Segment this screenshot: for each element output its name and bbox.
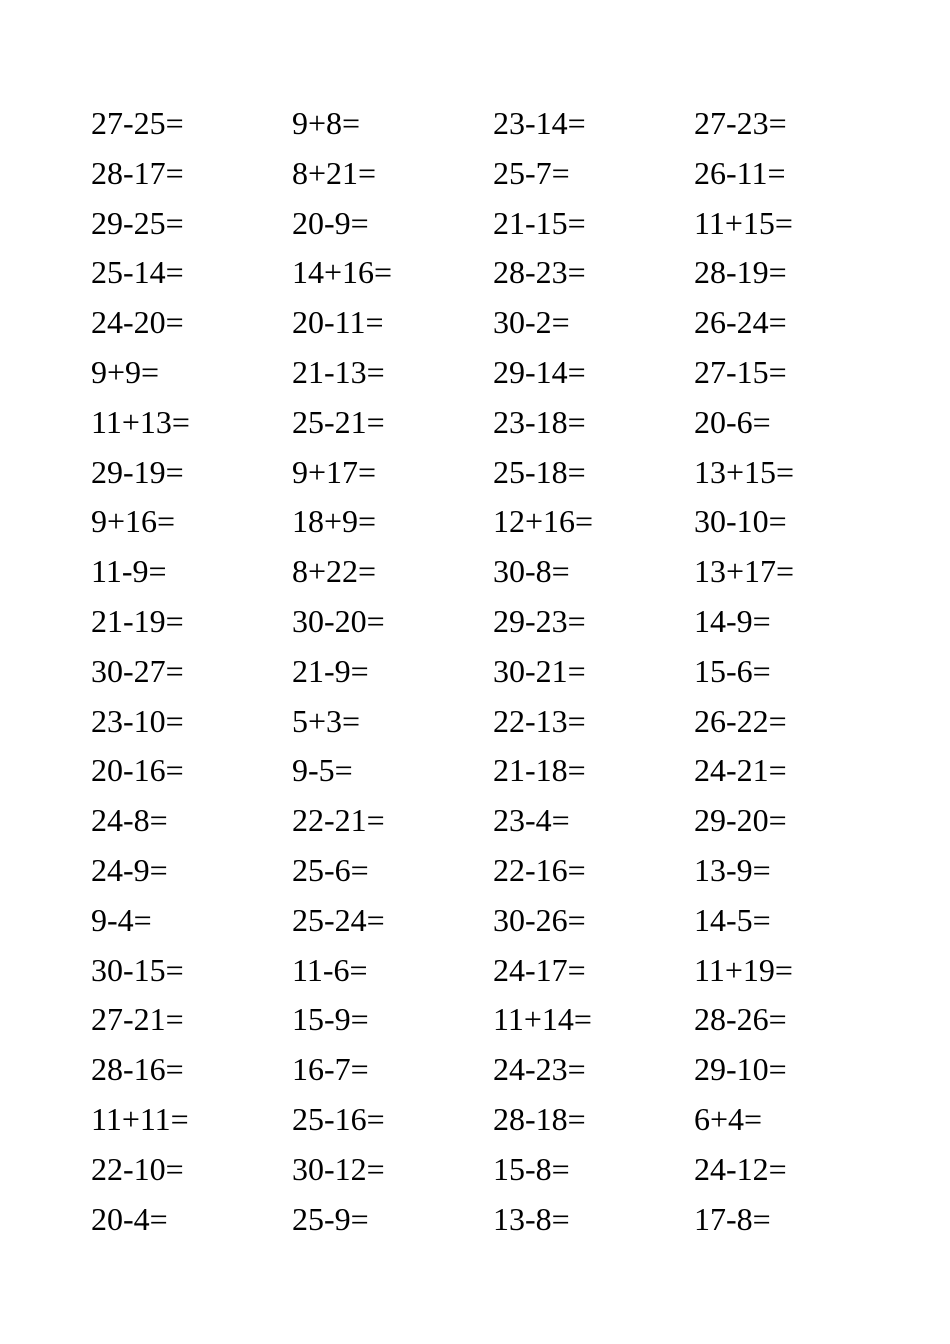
math-problem: 11+19= [694, 951, 793, 988]
math-problem: 20-16= [91, 752, 184, 789]
math-problem: 23-10= [91, 702, 184, 739]
math-problem: 17-8= [694, 1200, 771, 1237]
math-problem: 13+15= [694, 453, 795, 490]
math-problem: 28-18= [493, 1100, 586, 1137]
math-problem: 23-14= [493, 105, 586, 141]
math-problem: 25-16= [292, 1100, 385, 1137]
math-problem: 30-10= [694, 503, 787, 540]
math-problem: 26-24= [694, 304, 787, 341]
math-problem: 25-21= [292, 403, 385, 440]
math-problem: 29-14= [493, 353, 586, 390]
math-problem: 29-25= [91, 204, 184, 241]
math-problem: 20-9= [292, 204, 369, 241]
math-problem: 25-14= [91, 254, 184, 291]
math-problem: 29-20= [694, 802, 787, 839]
math-problem: 22-13= [493, 702, 586, 739]
problem-grid [91, 99, 895, 1244]
math-problem: 24-12= [694, 1150, 787, 1187]
math-problem: 27-21= [91, 1001, 184, 1038]
math-problem: 23-4= [493, 802, 570, 839]
math-problem: 22-16= [493, 851, 586, 888]
math-problem: 13-9= [694, 851, 771, 888]
math-problem: 11+13= [91, 403, 190, 440]
math-problem: 14-5= [694, 901, 771, 938]
math-problem: 25-24= [292, 901, 385, 938]
math-problem: 28-16= [91, 1051, 184, 1088]
math-problem: 20-4= [91, 1200, 168, 1237]
math-problem: 15-9= [292, 1001, 369, 1038]
math-problem: 22-10= [91, 1150, 184, 1187]
math-problem: 29-10= [694, 1051, 787, 1088]
math-problem: 25-6= [292, 851, 369, 888]
math-problem: 28-23= [493, 254, 586, 291]
math-problem: 27-15= [694, 353, 787, 390]
math-problem: 23-18= [493, 403, 586, 440]
math-problem: 25-9= [292, 1200, 369, 1237]
math-problem: 22-21= [292, 802, 385, 839]
math-problem: 21-9= [292, 652, 369, 689]
math-problem: 21-15= [493, 204, 586, 241]
math-problem: 9+17= [292, 453, 377, 490]
math-problem: 11+11= [91, 1100, 189, 1137]
math-problem: 24-17= [493, 951, 586, 988]
math-problem: 15-8= [493, 1150, 570, 1187]
math-problem: 15-6= [694, 652, 771, 689]
math-problem: 29-23= [493, 602, 586, 639]
math-problem: 27-23= [694, 105, 787, 141]
math-problem: 30-2= [493, 304, 570, 341]
math-problem: 13+17= [694, 553, 795, 590]
math-problem: 11-9= [91, 553, 167, 590]
math-problem: 5+3= [292, 702, 361, 739]
math-problem: 11+15= [694, 204, 793, 241]
math-problem: 13-8= [493, 1200, 570, 1237]
math-problem: 24-9= [91, 851, 168, 888]
math-problem: 28-26= [694, 1001, 787, 1038]
math-problem: 20-6= [694, 403, 771, 440]
math-problem: 9-5= [292, 752, 353, 789]
math-problem: 14+16= [292, 254, 393, 291]
math-problem: 11+14= [493, 1001, 592, 1038]
math-problem: 26-11= [694, 154, 786, 191]
math-problem: 30-21= [493, 652, 586, 689]
math-problem: 24-21= [694, 752, 787, 789]
math-problem: 21-19= [91, 602, 184, 639]
math-problem: 8+22= [292, 553, 377, 590]
math-problem: 16-7= [292, 1051, 369, 1088]
math-problem: 30-8= [493, 553, 570, 590]
math-problem: 9+16= [91, 503, 176, 540]
math-problem: 25-18= [493, 453, 586, 490]
math-problem: 14-9= [694, 602, 771, 639]
math-problem: 9+8= [292, 105, 361, 141]
math-problem: 12+16= [493, 503, 594, 540]
math-problem: 24-23= [493, 1051, 586, 1088]
math-problem: 20-11= [292, 304, 384, 341]
math-problem: 26-22= [694, 702, 787, 739]
math-problem: 28-19= [694, 254, 787, 291]
math-problem: 30-15= [91, 951, 184, 988]
math-problem: 21-13= [292, 353, 385, 390]
math-problem: 30-27= [91, 652, 184, 689]
math-problem: 30-26= [493, 901, 586, 938]
math-problem: 11-6= [292, 951, 368, 988]
math-problem: 24-8= [91, 802, 168, 839]
math-problem: 30-12= [292, 1150, 385, 1187]
math-problem: 18+9= [292, 503, 377, 540]
math-problem: 28-17= [91, 154, 184, 191]
math-problem: 9-4= [91, 901, 152, 938]
math-problem: 9+9= [91, 353, 160, 390]
math-problem: 24-20= [91, 304, 184, 341]
math-problem: 27-25= [91, 105, 184, 141]
math-problem: 8+21= [292, 154, 377, 191]
math-problem: 30-20= [292, 602, 385, 639]
math-problem: 29-19= [91, 453, 184, 490]
math-problem: 6+4= [694, 1100, 763, 1137]
math-problem: 25-7= [493, 154, 570, 191]
math-problem: 21-18= [493, 752, 586, 789]
